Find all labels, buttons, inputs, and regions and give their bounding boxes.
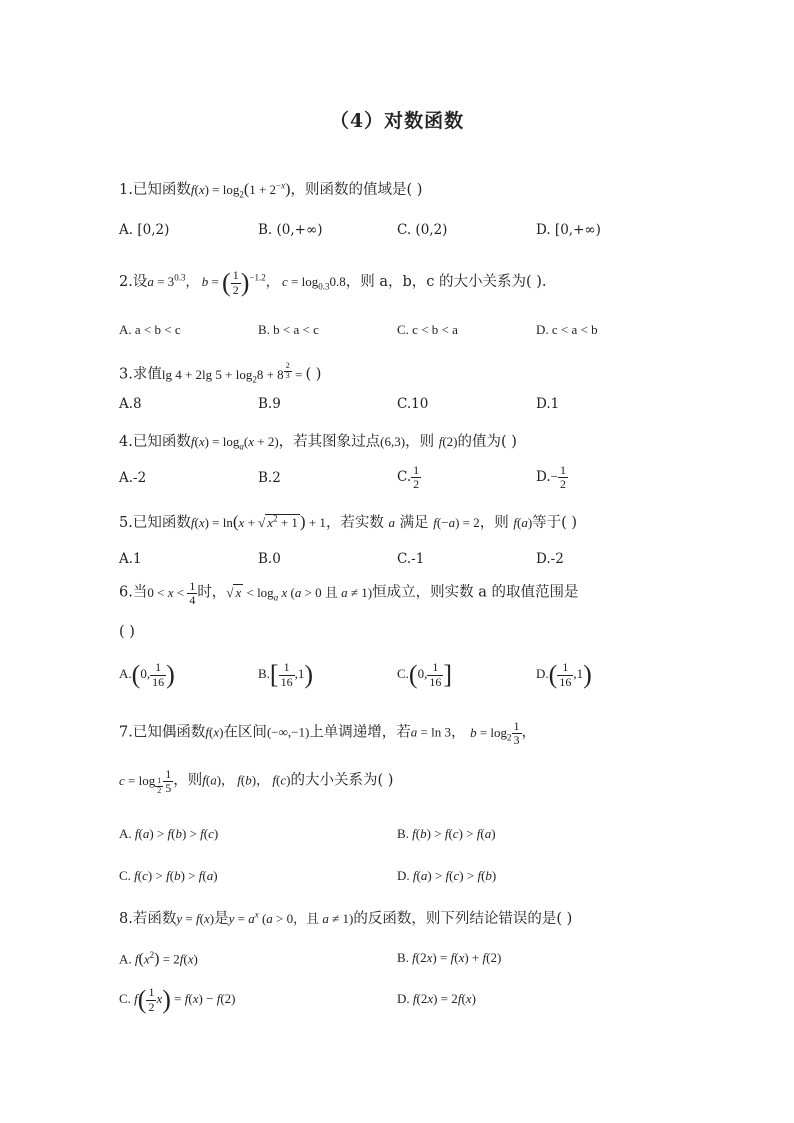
question-5-fa: f(a) (513, 515, 533, 530)
question-6-option-c[interactable]: C.(0, $\frac{1}{16}$ ] (397, 660, 453, 689)
question-1-formula: $f(x) = \log_2(1 + 2^{-x})$ (190, 180, 291, 200)
question-8 (119, 907, 679, 928)
question-5: 5.已知函数f(x) = ln(x + √ $x^2 + 1$ ) + 1，若实数 a 满足 f(−a) = 2，则 f(a)等于( ) (119, 512, 578, 531)
question-7-a-def: a = ln 3 (410, 724, 451, 740)
question-2-option-a[interactable]: A. a < b < c (119, 322, 181, 337)
question-4: 4.已知函数$f(x) = \log_a(x + 2)$，若其图象过点(6,3)，则 f(2)的值为( ) (119, 434, 517, 452)
question-2-option-d[interactable]: D. c < a < b (536, 322, 598, 337)
question-8-option-a-label: A. (119, 951, 132, 967)
question-8-option-c[interactable]: C. f( $\frac{1}{2}$ x) = f(x) − f(2) (119, 985, 236, 1014)
question-5-stem-pre: 5.已知函数 (119, 515, 191, 531)
question-5-option-d[interactable]: D.-2 (536, 551, 564, 567)
question-6-stem-pre: 6.当 (119, 584, 148, 601)
question-8-exp: $y = a^x$ (a > 0，且 a ≠ 1) (228, 909, 354, 926)
question-8-yfx: y = f(x) (176, 911, 215, 926)
question-6-option-b[interactable]: B.[ $\frac{1}{16}$ ,1) (258, 660, 314, 689)
question-5-stem-post: 等于( ) (532, 515, 578, 531)
question-6-option-c-label: C. (397, 665, 409, 681)
question-7-stem-pre: 7.已知偶函数 (119, 724, 206, 741)
question-8-stem-mid: 是 (214, 911, 229, 927)
question-7-c-def: c = log $_{\frac{1}{2}}$ $\frac{1}{5}$ (119, 767, 172, 796)
question-4-stem-mid: ，若其图象过点 (278, 434, 381, 450)
question-2-option-b[interactable]: B. b < a < c (258, 322, 319, 337)
question-4-f2: f(2) (438, 434, 458, 449)
question-1 (119, 178, 679, 200)
question-7-line2 (119, 768, 679, 796)
question-5-option-c[interactable]: C.-1 (397, 551, 425, 567)
question-3-stem-pre: 3.求值 (119, 366, 162, 383)
question-6-option-b-label: B. (258, 665, 270, 681)
question-6-option-d-label: D. (536, 665, 549, 681)
question-6-option-a-label: A. (119, 665, 132, 681)
question-8-option-c-label: C. (119, 990, 131, 1006)
question-2-stem-pre: 2.设 (119, 273, 148, 290)
question-6-option-a[interactable]: A.(0, $\frac{1}{16}$ ) (119, 660, 175, 689)
question-8-option-d-label: D. (397, 991, 410, 1006)
question-6-option-d[interactable]: D.( $\frac{1}{16}$ ,1) (536, 660, 592, 689)
question-7-stem-mid: 在区间 (223, 724, 267, 741)
question-3-stem-post: ( ) (305, 366, 322, 383)
question-4-option-d-label: D. (536, 469, 551, 486)
question-5-condition: f(−a) = 2 (433, 515, 480, 530)
question-7-option-b[interactable]: B. f(b) > f(c) > f(a) (397, 826, 496, 841)
question-8-option-d[interactable]: D. f(2x) = 2f(x) (397, 991, 476, 1006)
question-4-stem-post: 的值为( ) (457, 434, 517, 450)
question-4-option-c[interactable]: C. $\frac{1}{2}$ (397, 463, 420, 492)
question-1-option-b[interactable]: B. (0,+∞) (258, 222, 323, 238)
question-7-option-b-label: B. (397, 826, 409, 841)
question-7-b-def: $b = \log_2$ $\frac{1}{3}$ (470, 719, 520, 748)
question-6-inequality: √ $x < \log_a x$ (a > 0 且 a ≠ 1) (226, 584, 373, 603)
question-4-option-b[interactable]: B.2 (258, 470, 281, 486)
question-7-option-c-label: C. (119, 868, 131, 883)
question-2 (119, 268, 679, 298)
question-6-line2: ( ) (119, 624, 135, 640)
question-6-stem-post: 恒成立，则实数 a 的取值范围是 (372, 584, 579, 601)
question-4-option-d[interactable]: D.− $\frac{1}{2}$ (536, 463, 566, 492)
question-3 (119, 362, 679, 384)
question-7-option-c[interactable]: C. f(c) > f(b) > f(a) (119, 868, 218, 883)
question-5-formula: f(x) = ln(x + √ $x^2 + 1$ ) + 1 (190, 512, 326, 531)
question-3-formula: lg 4 + 2lg $5 + \log_28 + 8$ $^{\frac{2}{3}}$ = (161, 361, 306, 385)
question-1-stem-pre: 1.已知函数 (119, 182, 191, 198)
question-8-stem-post: 的反函数，则下列结论错误的是( ) (353, 911, 573, 927)
question-8-option-b-label: B. (397, 950, 409, 965)
question-4-point: (6,3) (380, 434, 406, 449)
question-1-option-a[interactable]: A. [0,2) (119, 222, 170, 238)
question-2-stem-post: ，则 a，b，c 的大小关系为( ). (345, 273, 547, 290)
question-7-line2-post: ，则 (173, 772, 203, 789)
question-7-interval: (−∞,−1) (266, 724, 310, 740)
question-7-fx: f(x) (205, 724, 224, 740)
question-7-fa-fb-fc: f(a)， f(b)， f(c) (202, 772, 291, 788)
question-3-option-c[interactable]: C.10 (397, 396, 429, 412)
question-7-stem-mid2: 上单调递增，若 (309, 724, 411, 741)
question-3-option-d[interactable]: D.1 (536, 396, 560, 412)
question-6-range: 0 < x < $\frac{1}{4}$ (147, 579, 196, 608)
question-1-option-d[interactable]: D. [0,+∞) (536, 222, 601, 238)
question-1-stem-post: ，则函数的值域是( ) (290, 182, 423, 198)
question-7-option-d-label: D. (397, 868, 410, 883)
question-7: 7.已知偶函数f(x)在区间(−∞,−1)上单调递增，若a = ln 3， $b = \log_2$ $\frac{1}{3}$ ， (119, 719, 537, 748)
question-8-option-b[interactable]: B. f(2x) = f(x) + f(2) (397, 950, 502, 965)
question-4-option-a[interactable]: A.-2 (119, 470, 147, 486)
question-4-option-c-label: C. (397, 469, 412, 486)
question-2-formula: $a = 3^{0.3}$， b = ( $\frac{1}{2}$ )$^{-1.2}$， $c = \log_{0.3}0.8$ (147, 268, 346, 297)
question-7-line2-end: 的大小关系为( ) (290, 772, 394, 789)
question-7-option-a-label: A. (119, 826, 132, 841)
question-2-option-c[interactable]: C. c < b < a (397, 322, 458, 337)
question-6 (119, 580, 679, 607)
question-4-formula: $f(x) = \log_a(x + 2)$ (190, 434, 279, 452)
question-5-option-b[interactable]: B.0 (258, 551, 281, 567)
question-6-stem-mid: 时， (197, 584, 227, 601)
question-5-option-a[interactable]: A.1 (119, 551, 142, 567)
question-3-option-b[interactable]: B.9 (258, 396, 281, 412)
question-7-option-d[interactable]: D. f(a) > f(c) > f(b) (397, 868, 497, 883)
question-4-stem-pre: 4.已知函数 (119, 434, 191, 450)
question-3-option-a[interactable]: A.8 (119, 396, 142, 412)
page-title: （4）对数函数 (329, 110, 465, 132)
question-8-stem-pre: 8.若函数 (119, 911, 177, 927)
question-8-option-a[interactable]: A. $f(x^2) = 2f(x)$ (119, 950, 198, 968)
question-1-option-c[interactable]: C. (0,2) (397, 222, 448, 238)
question-7-option-a[interactable]: A. f(a) > f(b) > f(c) (119, 826, 219, 841)
